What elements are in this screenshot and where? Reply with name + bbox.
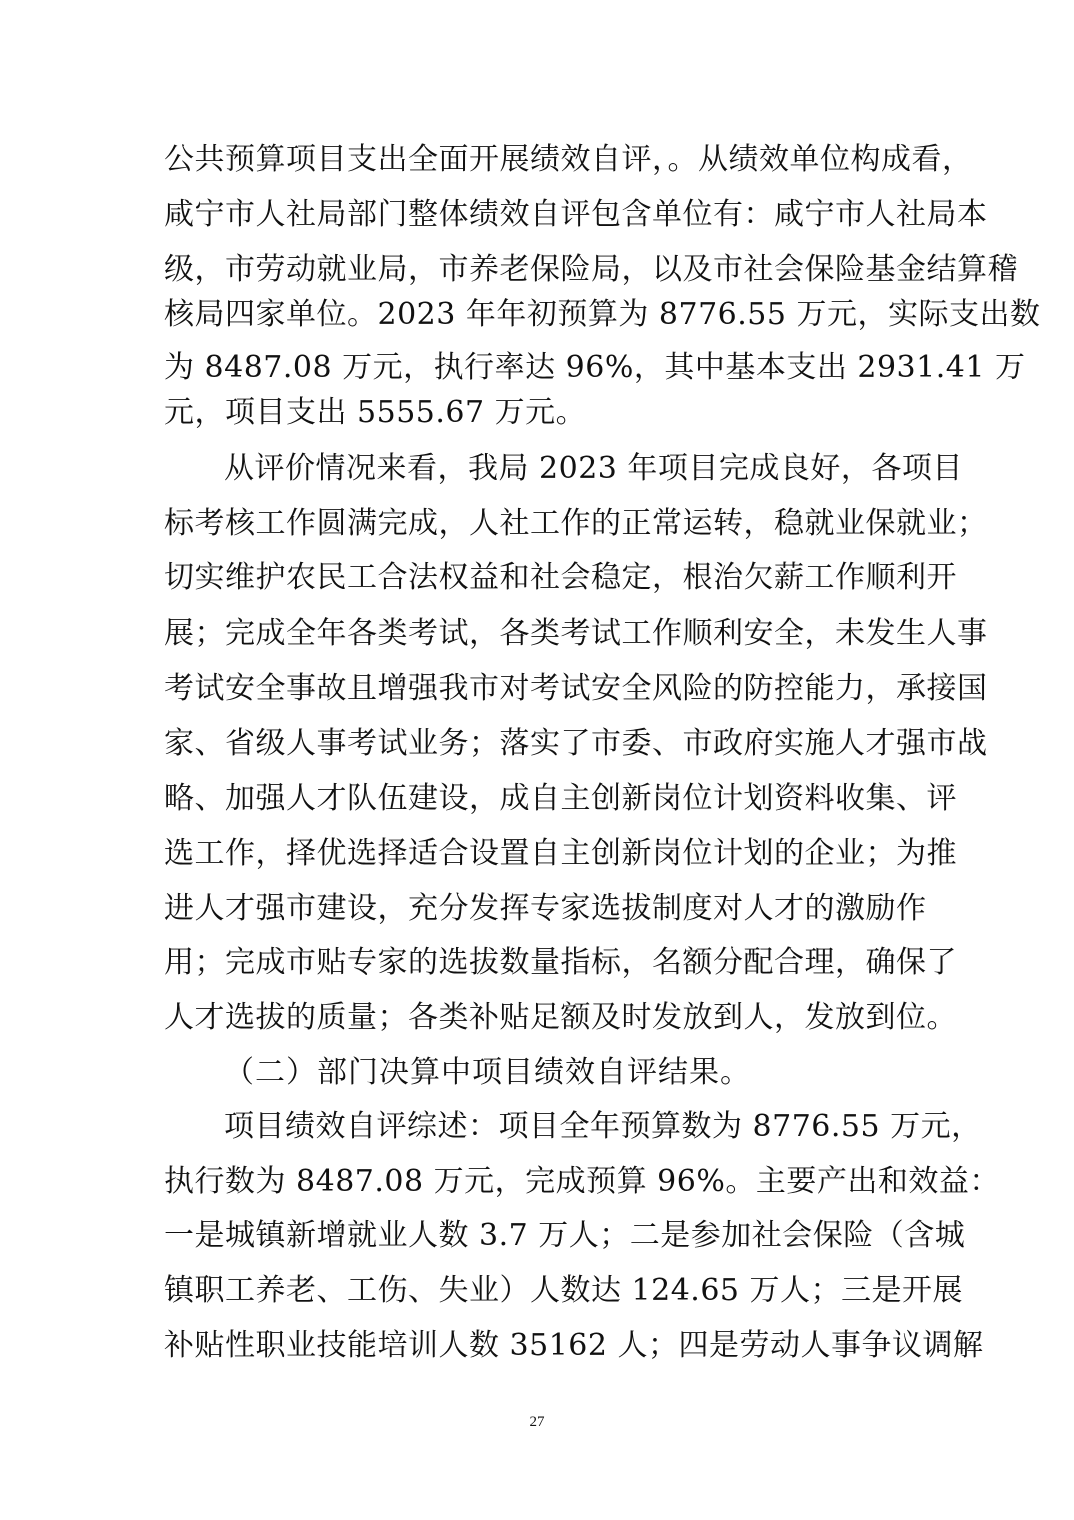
page-number: 27 <box>529 1414 545 1430</box>
text-line: 公共预算项目支出全面开展绩效自评，。从绩效单位构成看， <box>164 142 973 177</box>
text-line: 人才选拔的质量；各类补贴足额及时发放到人，发放到位。 <box>164 1000 957 1035</box>
section-heading: （二）部门决算中项目绩效自评结果。 <box>224 1055 751 1090</box>
text-line: 一是城镇新增就业人数 3.7 万人；二是参加社会保险（含城 <box>164 1218 966 1253</box>
text-line: 补贴性职业技能培训人数 35162 人；四是劳动人事争议调解 <box>164 1328 984 1363</box>
text-line: 元，项目支出 5555.67 万元。 <box>164 395 587 430</box>
text-line: 为 8487.08 万元，执行率达 96%，其中基本支出 2931.41 万 <box>164 350 1026 385</box>
text-line: 级，市劳动就业局，市养老保险局，以及市社会保险基金结算稽 <box>164 252 1018 287</box>
text-line: 切实维护农民工合法权益和社会稳定，根治欠薪工作顺利开 <box>164 560 957 595</box>
text-line: 核局四家单位。2023 年年初预算为 8776.55 万元，实际支出数 <box>164 297 1041 332</box>
text-line: 展；完成全年各类考试，各类考试工作顺利安全，未发生人事 <box>164 616 988 651</box>
text-line: 进人才强市建设，充分发挥专家选拔制度对人才的激励作 <box>164 891 927 926</box>
text-line: 镇职工养老、工伤、失业）人数达 124.65 万人；三是开展 <box>164 1273 964 1308</box>
text-line: 用；完成市贴专家的选拔数量指标，名额分配合理，确保了 <box>164 945 957 980</box>
text-line: 项目绩效自评综述：项目全年预算数为 8776.55 万元， <box>224 1109 982 1144</box>
text-line: 从评价情况来看，我局 2023 年项目完成良好，各项目 <box>224 451 963 486</box>
text-line: 标考核工作圆满完成，人社工作的正常运转，稳就业保就业； <box>164 506 988 541</box>
text-line: 考试安全事故且增强我市对考试安全风险的防控能力，承接国 <box>164 671 988 706</box>
text-line: 家、省级人事考试业务；落实了市委、市政府实施人才强市战 <box>164 726 988 761</box>
text-line: 略、加强人才队伍建设，成自主创新岗位计划资料收集、评 <box>164 781 957 816</box>
text-line: 咸宁市人社局部门整体绩效自评包含单位有：咸宁市人社局本 <box>164 197 988 232</box>
text-line: 选工作，择优选择适合设置自主创新岗位计划的企业；为推 <box>164 836 957 871</box>
text-line: 执行数为 8487.08 万元，完成预算 96%。主要产出和效益： <box>164 1164 1000 1199</box>
